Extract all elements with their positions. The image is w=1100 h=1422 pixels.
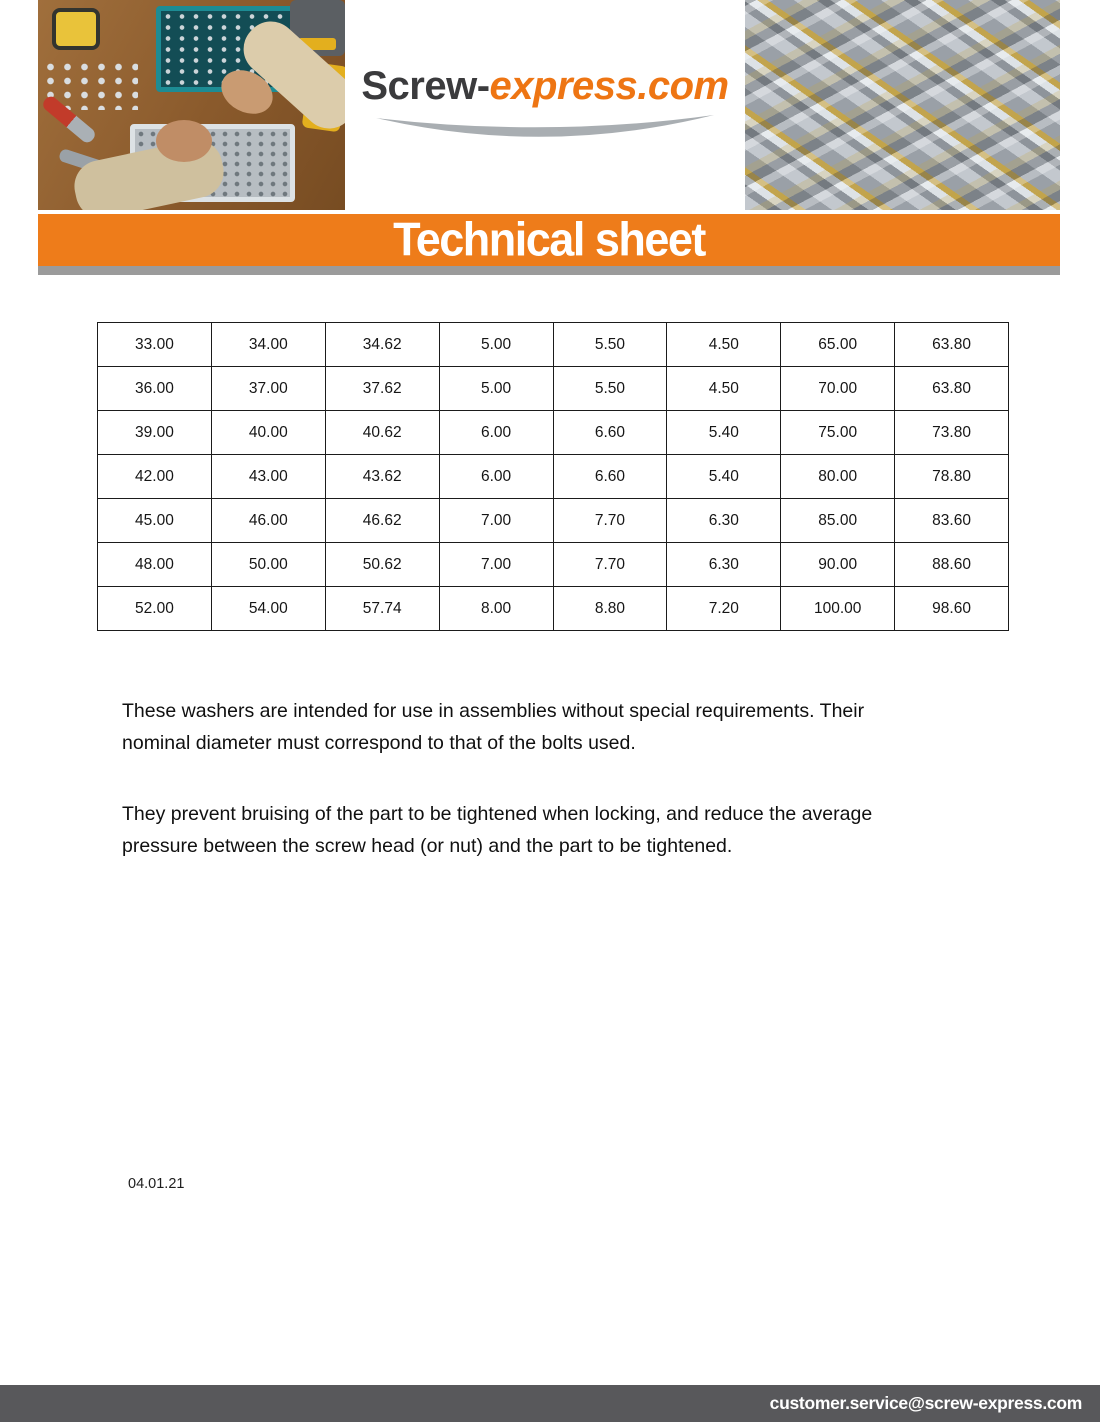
description-text <box>122 696 884 862</box>
table-cell: 5.50 <box>553 323 667 367</box>
table-cell: 42.00 <box>98 455 212 499</box>
table-cell: 7.00 <box>439 499 553 543</box>
logo-text <box>361 64 728 109</box>
workbench-photo <box>38 0 345 210</box>
table-row <box>98 323 1009 367</box>
table-cell: 5.00 <box>439 367 553 411</box>
table-cell: 78.80 <box>895 455 1009 499</box>
table-cell: 46.62 <box>325 499 439 543</box>
tape-measure-shape <box>52 8 100 50</box>
table-cell: 5.40 <box>667 411 781 455</box>
table-cell: 6.60 <box>553 411 667 455</box>
table-row <box>98 455 1009 499</box>
table-cell: 40.62 <box>325 411 439 455</box>
table-cell: 75.00 <box>781 411 895 455</box>
table-cell: 5.00 <box>439 323 553 367</box>
table-cell: 43.00 <box>211 455 325 499</box>
table-cell: 88.60 <box>895 543 1009 587</box>
table-cell: 6.30 <box>667 499 781 543</box>
table-row <box>98 367 1009 411</box>
table-cell: 50.62 <box>325 543 439 587</box>
table-cell: 34.00 <box>211 323 325 367</box>
logo-brand-dark: Screw- <box>361 63 490 108</box>
table-row <box>98 543 1009 587</box>
table-cell: 7.00 <box>439 543 553 587</box>
table-cell: 83.60 <box>895 499 1009 543</box>
table-row <box>98 587 1009 631</box>
spec-table <box>97 322 1009 631</box>
description-paragraph-2: They prevent bruising of the part to be tightened when locking, and reduce the average pressure between the screw head (or nut) and the part to be tightened. <box>122 803 873 857</box>
table-cell: 6.00 <box>439 455 553 499</box>
logo-swoosh <box>370 111 720 147</box>
table-cell: 5.40 <box>667 455 781 499</box>
table-cell: 52.00 <box>98 587 212 631</box>
table-cell: 7.20 <box>667 587 781 631</box>
table-cell: 40.00 <box>211 411 325 455</box>
table-cell: 48.00 <box>98 543 212 587</box>
banner-shadow <box>38 266 1060 275</box>
table-cell: 46.00 <box>211 499 325 543</box>
logo-brand-orange: express.com <box>489 63 729 108</box>
table-cell: 65.00 <box>781 323 895 367</box>
table-cell: 57.74 <box>325 587 439 631</box>
table-cell: 54.00 <box>211 587 325 631</box>
page-title: Technical sheet <box>393 212 705 267</box>
banner <box>38 214 1060 266</box>
footer-bar <box>0 1385 1100 1422</box>
table-cell: 7.70 <box>553 499 667 543</box>
table-cell: 6.30 <box>667 543 781 587</box>
table-cell: 63.80 <box>895 367 1009 411</box>
table-cell: 37.62 <box>325 367 439 411</box>
document-date: 04.01.21 <box>128 1176 185 1192</box>
table-cell: 100.00 <box>781 587 895 631</box>
table-cell: 39.00 <box>98 411 212 455</box>
table-cell: 4.50 <box>667 367 781 411</box>
table-cell: 6.60 <box>553 455 667 499</box>
table-cell: 33.00 <box>98 323 212 367</box>
table-cell: 98.60 <box>895 587 1009 631</box>
table-cell: 34.62 <box>325 323 439 367</box>
table-cell: 50.00 <box>211 543 325 587</box>
table-cell: 70.00 <box>781 367 895 411</box>
table-cell: 45.00 <box>98 499 212 543</box>
table-cell: 90.00 <box>781 543 895 587</box>
table-cell: 36.00 <box>98 367 212 411</box>
table-cell: 4.50 <box>667 323 781 367</box>
table-cell: 6.00 <box>439 411 553 455</box>
table-cell: 8.00 <box>439 587 553 631</box>
table-cell: 43.62 <box>325 455 439 499</box>
screws-photo <box>745 0 1060 210</box>
hand-shape <box>156 120 212 162</box>
footer-email: customer.service@screw-express.com <box>769 1393 1082 1413</box>
logo <box>345 0 745 210</box>
table-row <box>98 411 1009 455</box>
table-cell: 8.80 <box>553 587 667 631</box>
table-cell: 7.70 <box>553 543 667 587</box>
table-cell: 63.80 <box>895 323 1009 367</box>
description-paragraph-1: These washers are intended for use in assemblies without special requirements. Their nominal diameter must correspond to that of the bolts used. <box>122 700 865 754</box>
table-cell: 85.00 <box>781 499 895 543</box>
table-cell: 80.00 <box>781 455 895 499</box>
table-cell: 5.50 <box>553 367 667 411</box>
table-cell: 37.00 <box>211 367 325 411</box>
table-row <box>98 499 1009 543</box>
table-cell: 73.80 <box>895 411 1009 455</box>
